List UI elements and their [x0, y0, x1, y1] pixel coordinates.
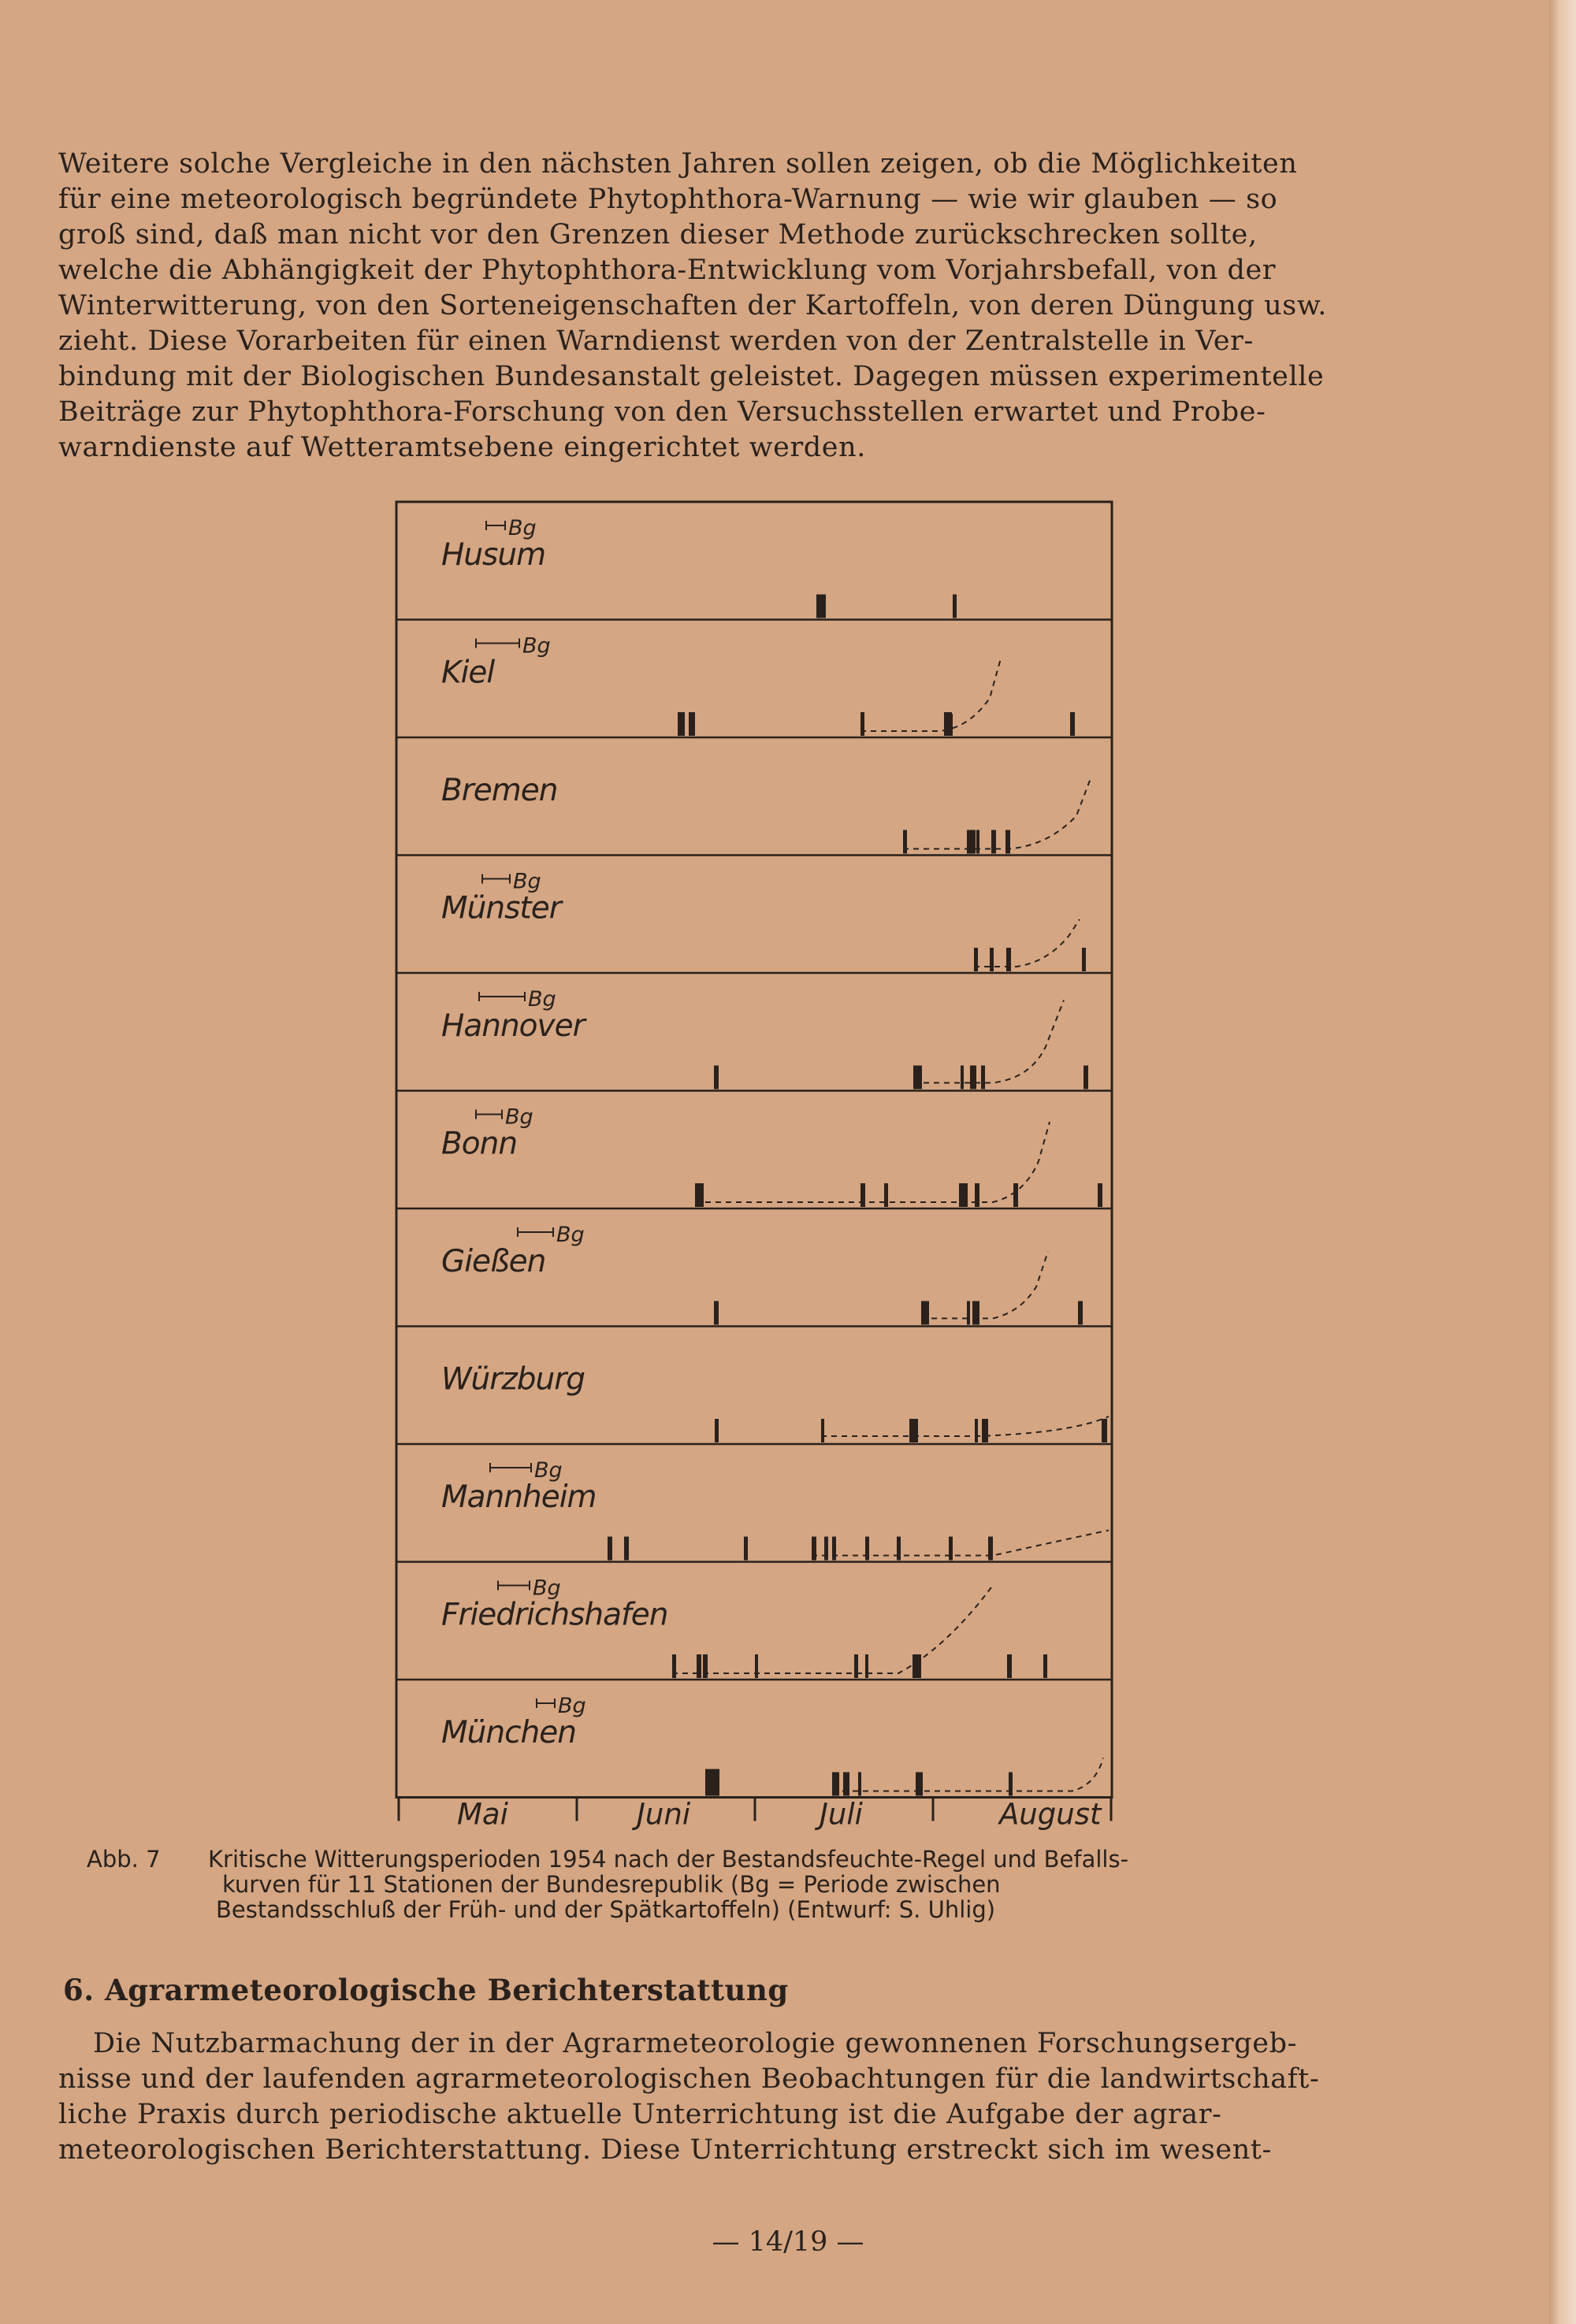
station-panel — [396, 870, 1112, 974]
critical-period-bar — [714, 1066, 719, 1090]
station-panel — [396, 1576, 1112, 1680]
critical-period-bar — [903, 830, 907, 854]
critical-period-bar — [860, 712, 864, 736]
critical-period-bar — [843, 1773, 849, 1796]
critical-period-bar — [695, 1183, 704, 1207]
critical-period-bar — [715, 1419, 719, 1442]
bg-label: Bg — [528, 987, 556, 1012]
station-panel — [396, 773, 1112, 856]
station-label: Bonn — [441, 1126, 518, 1162]
critical-period-bar — [981, 1066, 985, 1090]
critical-period-bar — [854, 1654, 858, 1678]
critical-period-bar — [832, 1537, 836, 1561]
critical-period-bar — [1009, 1773, 1013, 1796]
station-label: Kiel — [441, 655, 495, 691]
text-line: nisse und der laufenden agrarmeteorologischen Beobachtungen für die landwirtschaft- — [58, 2063, 1320, 2095]
bg-label: Bg — [558, 1694, 586, 1718]
infection-curve — [913, 1001, 1064, 1083]
critical-period-bar — [972, 1301, 979, 1325]
text-line: welche die Abhängigkeit der Phytophthora-Entwicklung vom Vorjahrsbefall, von der — [58, 254, 1277, 286]
text-line: für eine meteorologisch begründete Phytophthora-Warnung — wie wir glauben — so — [58, 184, 1278, 215]
critical-period-bar — [975, 1183, 979, 1207]
critical-period-bar — [1043, 1654, 1047, 1678]
bg-label: Bg — [508, 516, 537, 540]
critical-period-bar — [1006, 948, 1011, 971]
critical-period-bar — [744, 1537, 748, 1561]
text-line: Die Nutzbarmachung der in der Agrarmeteorologie gewonnenen Forschungsergeb- — [93, 2028, 1298, 2059]
station-panel — [396, 516, 1112, 620]
critical-period-bar — [714, 1301, 719, 1325]
station-panel — [396, 634, 1112, 738]
critical-period-bar — [975, 1419, 978, 1442]
critical-period-bar — [703, 1654, 708, 1678]
bg-label: Bg — [556, 1223, 585, 1247]
critical-period-bar — [672, 1654, 676, 1678]
critical-period-bar — [755, 1654, 758, 1678]
infection-curve — [860, 659, 1001, 731]
critical-period-bar — [865, 1654, 868, 1678]
station-panel — [396, 1223, 1112, 1327]
station-panels — [396, 516, 1112, 1750]
critical-period-bar — [988, 1537, 993, 1561]
critical-period-bar — [953, 595, 957, 618]
critical-period-bar — [967, 830, 976, 854]
text-line: groß sind, daß man nicht vor den Grenzen dieser Methode zurückschrecken sollte, — [58, 219, 1258, 251]
critical-period-bar — [897, 1537, 901, 1561]
station-panel — [441, 1694, 586, 1750]
critical-period-bar — [832, 1773, 839, 1796]
text-line: Weitere solche Vergleiche in den nächsten Jahren sollen zeigen, ob die Möglichkeiten — [58, 148, 1298, 180]
infection-curve — [695, 1122, 1050, 1202]
critical-period-bar — [689, 712, 695, 736]
critical-period-bar — [1007, 1654, 1012, 1678]
critical-period-bar — [921, 1301, 929, 1325]
bg-label: Bg — [533, 1576, 561, 1601]
station-label: Münster — [441, 890, 561, 926]
figure-number: Abb. 7 — [87, 1846, 161, 1873]
critical-period-bar — [1078, 1301, 1083, 1325]
text-line: zieht. Diese Vorarbeiten für einen Warndienst werden von der Zentralstelle in Ver- — [58, 325, 1254, 357]
critical-period-bar — [1005, 830, 1010, 854]
chart-marks — [608, 595, 1109, 1796]
caption-line: kurven für 11 Stationen der Bundesrepublik (Bg = Periode zwischen — [222, 1871, 1001, 1898]
station-label: München — [441, 1715, 576, 1750]
critical-period-bar — [1084, 1066, 1088, 1090]
station-label: Gießen — [441, 1244, 546, 1279]
infection-curve — [903, 777, 1091, 849]
infection-curve — [832, 1758, 1103, 1791]
critical-period-bar — [976, 830, 979, 854]
station-chart — [394, 499, 1119, 1831]
critical-period-bar — [909, 1419, 918, 1442]
critical-period-bar — [913, 1066, 922, 1090]
critical-period-bar — [1082, 948, 1086, 971]
page-number: — 14/19 — — [712, 2226, 864, 2258]
critical-period-bar — [678, 712, 685, 736]
critical-period-bar — [982, 1419, 988, 1442]
bg-label: Bg — [505, 1104, 533, 1130]
station-panel — [396, 1458, 1112, 1562]
critical-period-bar — [974, 948, 978, 971]
critical-period-bar — [860, 1183, 865, 1207]
station-label: Bremen — [441, 773, 558, 808]
station-panel — [396, 1362, 1112, 1445]
critical-period-bar — [1102, 1419, 1107, 1442]
text-line: liche Praxis durch periodische aktuelle Unterrichtung ist die Aufgabe der agrar- — [58, 2099, 1222, 2130]
station-panel — [396, 1105, 1112, 1209]
section-heading: 6. Agrarmeteorologische Berichterstattung — [63, 1973, 789, 2007]
critical-period-bar — [991, 830, 996, 854]
critical-period-bar — [884, 1183, 888, 1207]
text-line: Winterwitterung, von den Sorteneigenschaften der Kartoffeln, von deren Düngung usw. — [58, 290, 1327, 321]
month-label: Mai — [457, 1797, 508, 1831]
critical-period-bar — [961, 1066, 964, 1090]
infection-curve — [672, 1587, 991, 1673]
critical-period-bar — [865, 1537, 869, 1561]
station-label: Hannover — [441, 1008, 585, 1044]
month-axis — [399, 1798, 1111, 1832]
critical-period-bar — [949, 1537, 953, 1561]
book-spine-edge — [1549, 0, 1576, 2324]
critical-period-bar — [821, 1419, 824, 1442]
critical-period-bar — [697, 1654, 701, 1678]
bg-label: Bg — [534, 1458, 563, 1483]
caption-line: Kritische Witterungsperioden 1954 nach der Bestandsfeuchte-Regel und Befalls- — [208, 1846, 1129, 1873]
month-label: Juni — [637, 1797, 691, 1831]
critical-period-bar — [608, 1537, 612, 1561]
critical-period-bar — [858, 1773, 861, 1796]
station-label: Mannheim — [441, 1479, 597, 1515]
caption-line: Bestandsschluß der Früh- und der Spätkartoffeln) (Entwurf: S. Uhlig) — [216, 1896, 996, 1923]
text-line: warndienste auf Wetteramtsebene eingerichtet werden. — [58, 432, 866, 463]
critical-period-bar — [1098, 1183, 1102, 1207]
body-paragraph-2 — [58, 2026, 1442, 2168]
bg-label: Bg — [522, 633, 551, 659]
figure-abb-7 — [394, 499, 1119, 1831]
critical-period-bar — [1070, 712, 1075, 736]
body-paragraph-1 — [58, 147, 1442, 466]
text-line: Beiträge zur Phytophthora-Forschung von den Versuchsstellen erwartet und Probe- — [58, 396, 1266, 428]
critical-period-bar — [970, 1066, 976, 1090]
text-line: meteorologischen Berichterstattung. Diese Unterrichtung erstreckt sich im wesent- — [58, 2134, 1272, 2166]
infection-curve — [812, 1531, 1109, 1556]
critical-period-bar — [990, 948, 994, 971]
critical-period-bar — [816, 595, 826, 618]
month-label: August — [999, 1797, 1102, 1831]
month-label: Juli — [820, 1797, 863, 1831]
text-line: bindung mit der Biologischen Bundesanstalt geleistet. Dagegen müssen experimentelle — [58, 361, 1325, 392]
critical-period-bar — [913, 1654, 921, 1678]
station-label: Würzburg — [441, 1361, 585, 1398]
critical-period-bar — [624, 1537, 629, 1561]
infection-curve — [921, 1252, 1048, 1319]
critical-period-bar — [959, 1183, 968, 1207]
critical-period-bar — [705, 1769, 719, 1796]
critical-period-bar — [916, 1773, 923, 1796]
critical-period-bar — [950, 714, 953, 736]
critical-period-bar — [1013, 1183, 1018, 1207]
critical-period-bar — [824, 1537, 828, 1561]
critical-period-bar — [812, 1537, 816, 1561]
bg-label: Bg — [513, 869, 541, 894]
station-panel — [396, 987, 1112, 1091]
station-label: Husum — [441, 537, 546, 573]
station-label: Friedrichshafen — [441, 1597, 668, 1633]
critical-period-bar — [967, 1301, 970, 1325]
infection-curve — [821, 1416, 1109, 1436]
